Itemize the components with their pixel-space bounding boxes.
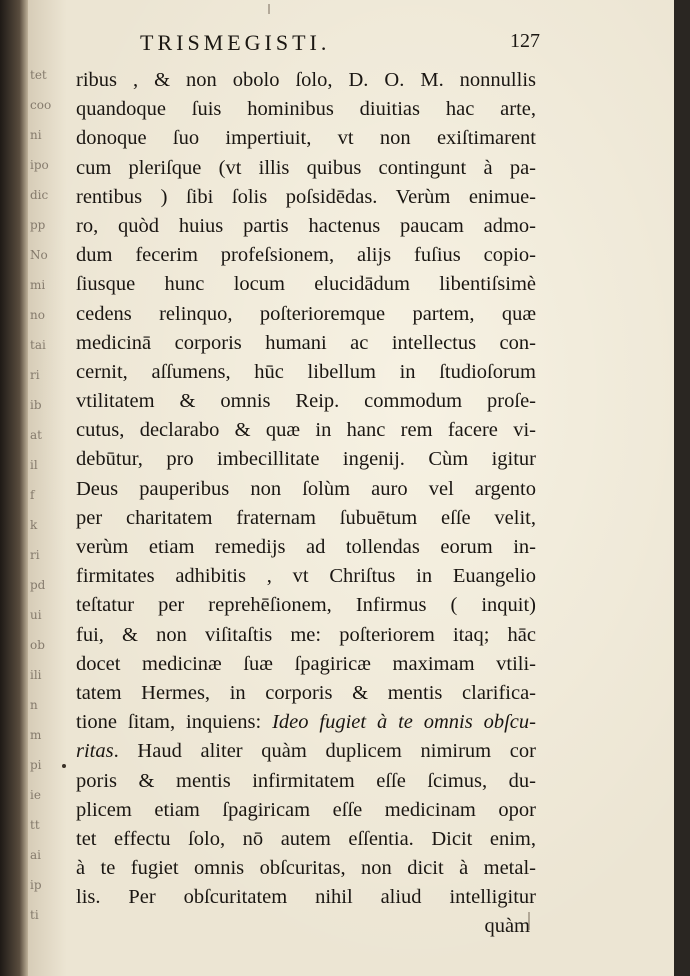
bleed-fragment: ob: [30, 638, 45, 652]
text-run: cutus, declarabo & quæ in hanc rem facere vi-: [76, 419, 536, 442]
text-line: [76, 300, 536, 329]
text-run: lis. Per obſcuritatem nihil aliud intelligitur: [76, 886, 536, 909]
text-run: . Haud aliter quàm duplicem nimirum cor: [113, 740, 536, 763]
bleed-through-text: [30, 60, 52, 922]
text-run: debūtur, pro imbecillitate ingenij. Cùm igitur: [76, 448, 536, 471]
text-line: [76, 796, 536, 825]
text-line: [76, 708, 536, 737]
running-title: TRISMEGISTI.: [140, 30, 331, 55]
bleed-fragment: coo: [30, 98, 52, 112]
bleed-fragment: tai: [30, 338, 46, 352]
catchword: quàm: [484, 915, 530, 938]
text-line: [76, 183, 536, 212]
text-line: [76, 854, 536, 883]
bleed-fragment: no: [30, 308, 45, 322]
bleed-fragment: No: [30, 248, 48, 262]
text-line: [76, 883, 536, 912]
text-run: docet medicinæ ſuæ ſpagiricæ maximam vtili-: [76, 652, 536, 675]
text-line: [76, 212, 536, 241]
bleed-fragment: ib: [30, 398, 42, 412]
bleed-fragment: pi: [30, 758, 42, 772]
text-line: [76, 679, 536, 708]
text-run: per charitatem fraternam ſubuētum eſſe velit,: [76, 506, 536, 529]
text-run: quandoque ſuis hominibus diuitias hac arte,: [76, 98, 536, 121]
bleed-fragment: k: [30, 518, 38, 532]
bleed-fragment: m: [30, 728, 42, 742]
bleed-fragment: pp: [30, 218, 46, 232]
bleed-fragment: ili: [30, 668, 42, 682]
text-run: vtilitatem & omnis Reip. commodum proſe-: [76, 390, 536, 413]
italic-quote: ritas: [76, 740, 114, 763]
text-line: [76, 416, 536, 445]
body-text: [76, 66, 536, 942]
text-run: donoque ſuo impertiuit, vt non exiſtimarent: [76, 127, 536, 150]
text-line: [76, 475, 536, 504]
text-line: [76, 825, 536, 854]
text-run: fui, & non viſitaſtis me: poſteriorem itaq; hāc: [76, 623, 536, 646]
running-header: [140, 30, 540, 64]
text-run: tatem Hermes, in corporis & mentis clarifica-: [76, 681, 536, 704]
text-line: [76, 358, 536, 387]
bleed-fragment: ri: [30, 548, 40, 562]
text-run: tet effectu ſolo, nō autem eſſentia. Dicit enim,: [76, 827, 536, 850]
bleed-fragment: f: [30, 488, 35, 502]
text-line: [76, 504, 536, 533]
bleed-fragment: pd: [30, 578, 46, 592]
bleed-fragment: ni: [30, 128, 42, 142]
book-gutter: [0, 0, 28, 976]
text-line: [76, 387, 536, 416]
bleed-fragment: n: [30, 698, 38, 712]
text-run: tione ſitam, inquiens:: [76, 711, 273, 734]
text-line: [76, 329, 536, 358]
text-line: [76, 650, 536, 679]
margin-mark: [62, 764, 66, 768]
text-line: [76, 154, 536, 183]
bleed-fragment: mi: [30, 278, 46, 292]
text-run: ribus , & non obolo ſolo, D. O. M. nonnullis: [76, 69, 536, 91]
page-number: 127: [510, 30, 540, 52]
bleed-fragment: ie: [30, 788, 41, 802]
text-line: [76, 270, 536, 299]
bleed-fragment: ui: [30, 608, 42, 622]
text-run: cum pleriſque (vt illis quibus contingunt à pa-: [76, 156, 536, 179]
bleed-fragment: ti: [30, 908, 39, 922]
text-run: Deus pauperibus non ſolùm auro vel argento: [76, 477, 536, 500]
bleed-fragment: at: [30, 428, 42, 442]
text-line: [76, 445, 536, 474]
text-run: à te fugiet omnis obſcuritas, non dicit à metal-: [76, 857, 536, 880]
text-line: [76, 562, 536, 591]
text-line: [76, 737, 536, 766]
text-run: cernit, aſſumens, hūc libellum in ſtudioſorum: [76, 360, 536, 383]
bleed-fragment: ip: [30, 878, 42, 892]
bleed-fragment: ai: [30, 848, 41, 862]
text-line: [76, 533, 536, 562]
bleed-fragment: dic: [30, 188, 49, 202]
bleed-fragment: ipo: [30, 158, 49, 172]
text-line: [76, 95, 536, 124]
bleed-fragment: tt: [30, 818, 40, 832]
text-run: ro, quòd huius partis hactenus paucam admo-: [76, 214, 536, 237]
text-run: dum fecerim profeſsionem, alijs fuſius copio-: [76, 244, 536, 267]
text-line: [76, 241, 536, 270]
bleed-fragment: ri: [30, 368, 40, 382]
text-line: [76, 124, 536, 153]
text-run: verùm etiam remedijs ad tollendas eorum in-: [76, 536, 536, 558]
bleed-fragment: il: [30, 458, 38, 472]
text-run: medicinā corporis humani ac intellectus con-: [76, 331, 536, 354]
text-line: [76, 767, 536, 796]
paper-speck: [268, 4, 270, 14]
text-line: [76, 66, 536, 95]
text-run: teſtatur per reprehēſionem, Infirmus ( inquit): [76, 594, 536, 617]
text-run: poris & mentis infirmitatem eſſe ſcimus, du-: [76, 769, 536, 792]
bleed-fragment: tet: [30, 68, 47, 82]
text-run: rentibus ) ſibi ſolis poſsidēdas. Verùm enimue-: [76, 185, 536, 208]
italic-quote: Ideo fugiet à te omnis obſcu-: [272, 711, 536, 734]
text-line: [76, 591, 536, 620]
text-run: plicem etiam ſpagiricam eſſe medicinam opor: [76, 798, 536, 821]
text-run: ſiusque hunc locum elucidādum libentiſsimè: [76, 273, 536, 296]
text-line: [76, 621, 536, 650]
text-run: cedens relinquo, poſterioremque partem, quæ: [76, 302, 536, 325]
text-run: firmitates adhibitis , vt Chriſtus in Euangelio: [76, 565, 536, 588]
